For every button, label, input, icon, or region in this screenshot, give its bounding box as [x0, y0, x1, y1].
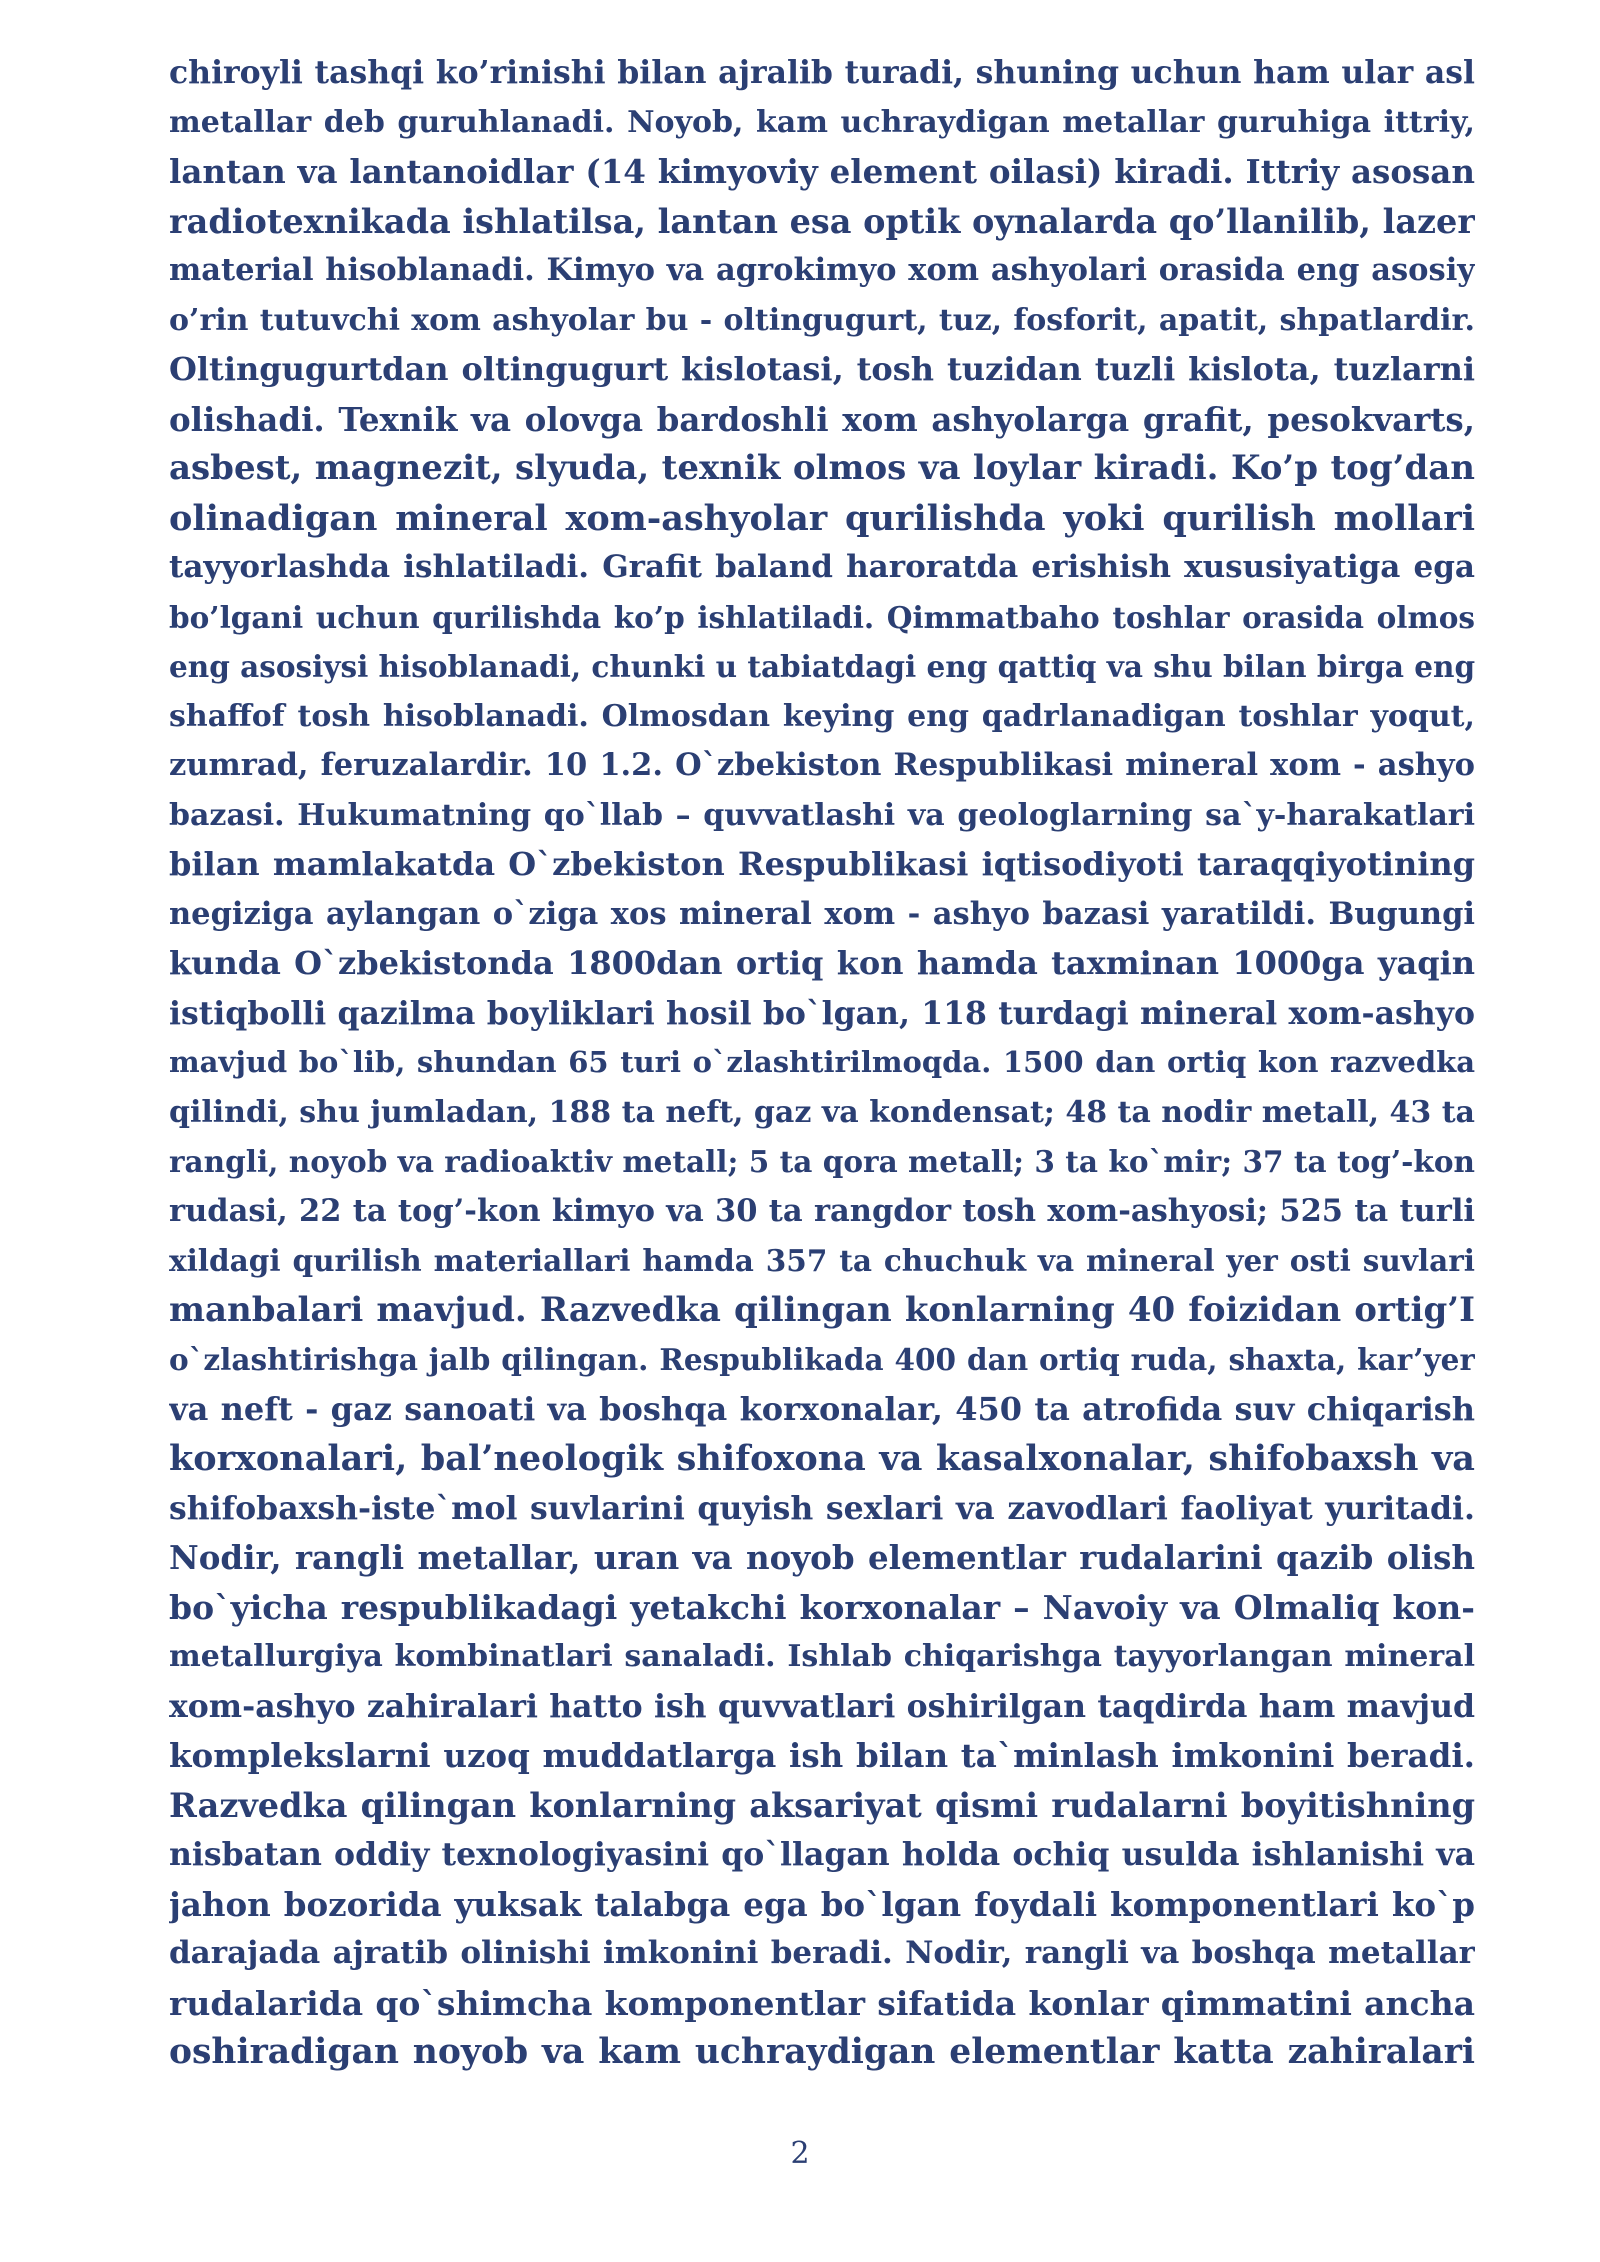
text-line: xildagi qurilish materiallari hamda 357 ta chuchuk va mineral yer osti suvlari [169, 1243, 1475, 1278]
text-line: material hisoblanadi. Kimyo va agrokimyo xom ashyolari orasida eng asosiy [169, 252, 1475, 288]
text-line: rangli, noyob va radioaktiv metall; 5 ta qora metall; 3 ta ko`mir; 37 ta tog’-kon [169, 1144, 1475, 1179]
text-line: olinadigan mineral xom-ashyolar qurilishda yoki qurilish mollari [169, 497, 1475, 539]
text-line: Nodir, rangli metallar, uran va noyob elementlar rudalarini qazib olish [169, 1538, 1475, 1577]
text-line: metallurgiya kombinatlari sanaladi. Ishlab chiqarishga tayyorlangan mineral [169, 1639, 1475, 1674]
text-line: nisbatan oddiy texnologiyasini qo`llagan holda ochiq usulda ishlanishi va [169, 1836, 1475, 1873]
text-line: manbalari mavjud. Razvedka qilingan konlarning 40 foizidan ortig’I [169, 1289, 1475, 1330]
text-line: jahon bozorida yuksak talabga ega bo`lgan foydali komponentlari ko`p [169, 1884, 1475, 1924]
text-line: kunda O`zbekistonda 1800dan ortiq kon hamda taxminan 1000ga yaqin [169, 944, 1475, 982]
text-line: chiroyli tashqi ko’rinishi bilan ajralib turadi, shuning uchun ham ular asl [169, 54, 1475, 91]
text-line: shaffof tosh hisoblanadi. Olmosdan keying eng qadrlanadigan toshlar yoqut, [169, 698, 1475, 734]
text-line: oshiradigan noyob va kam uchraydigan elementlar katta zahiralari [169, 2032, 1475, 2072]
text-line: korxonalari, bal’neologik shifoxona va kasalxonalar, shifobaxsh va [169, 1438, 1475, 1479]
page-number: 2 [790, 2136, 810, 2171]
text-line: lantan va lantanoidlar (14 kimyoviy element oilasi) kiradi. Ittriy asosan [169, 152, 1475, 191]
text-line: radiotexnikada ishlatilsa, lantan esa optik oynalarda qo’llanilib, lazer [169, 201, 1475, 241]
text-line: Oltingugurtdan oltingugurt kislotasi, tosh tuzidan tuzli kislota, tuzlarni [169, 350, 1475, 388]
body-text [169, 48, 1475, 2078]
text-line: bilan mamlakatda O`zbekiston Respublikasi iqtisodiyoti taraqqiyotining [169, 845, 1475, 883]
text-line: o`zlashtirishga jalb qilingan. Respublikada 400 dan ortiq ruda, shaxta, kar’yer [169, 1342, 1475, 1377]
text-line: bazasi. Hukumatning qo`llab – quvvatlashi va geologlarning sa`y-harakatlari [169, 797, 1475, 833]
text-line: metallar deb guruhlanadi. Noyob, kam uchraydigan metallar guruhiga ittriy, [169, 104, 1475, 140]
text-line: rudasi, 22 ta tog’-kon kimyo va 30 ta rangdor tosh xom-ashyosi; 525 ta turli [169, 1192, 1475, 1229]
text-line: tayyorlashda ishlatiladi. Grafit baland haroratda erishish xususiyatiga ega [169, 549, 1475, 585]
text-line: shifobaxsh-iste`mol suvlarini quyish sexlari va zavodlari faoliyat yuritadi. [169, 1489, 1475, 1527]
text-line: zumrad, feruzalardir. 10 1.2. O`zbekiston Respublikasi mineral xom - ashyo [169, 747, 1475, 783]
text-line: xom-ashyo zahiralari hatto ish quvvatlari oshirilgan taqdirda ham mavjud [169, 1687, 1475, 1725]
text-line: o’rin tutuvchi xom ashyolar bu - oltingugurt, tuz, fosforit, apatit, shpatlardir. [169, 302, 1475, 338]
text-line: va neft - gaz sanoati va boshqa korxonalar, 450 ta atrofida suv chiqarish [169, 1389, 1475, 1428]
text-line: rudalarida qo`shimcha komponentlar sifatida konlar qimmatini ancha [169, 1983, 1475, 2023]
text-line: negiziga aylangan o`ziga xos mineral xom - ashyo bazasi yaratildi. Bugungi [169, 895, 1475, 932]
text-line: darajada ajratib olinishi imkonini beradi. Nodir, rangli va boshqa metallar [169, 1935, 1475, 1971]
text-line: olishadi. Texnik va olovga bardoshli xom ashyolarga grafit, pesokvarts, [169, 399, 1475, 439]
text-line: mavjud bo`lib, shundan 65 turi o`zlashtirilmoqda. 1500 dan ortiq kon razvedka [169, 1045, 1475, 1079]
text-line: bo`yicha respublikadagi yetakchi korxonalar – Navoiy va Olmaliq kon- [169, 1587, 1475, 1627]
text-line: qilindi, shu jumladan, 188 ta neft, gaz va kondensat; 48 ta nodir metall, 43 ta [169, 1094, 1475, 1130]
text-line: Razvedka qilingan konlarning aksariyat qismi rudalarni boyitishning [169, 1785, 1475, 1825]
text-line: asbest, magnezit, slyuda, texnik olmos va loylar kiradi. Ko’p tog’dan [169, 448, 1475, 488]
text-line: bo’lgani uchun qurilishda ko’p ishlatiladi. Qimmatbaho toshlar orasida olmos [169, 599, 1475, 635]
text-line: eng asosiysi hisoblanadi, chunki u tabiatdagi eng qattiq va shu bilan birga eng [169, 649, 1475, 684]
text-line: istiqbolli qazilma boyliklari hosil bo`lgan, 118 turdagi mineral xom-ashyo [169, 994, 1475, 1032]
text-line: komplekslarni uzoq muddatlarga ish bilan ta`minlash imkonini beradi. [169, 1736, 1475, 1775]
